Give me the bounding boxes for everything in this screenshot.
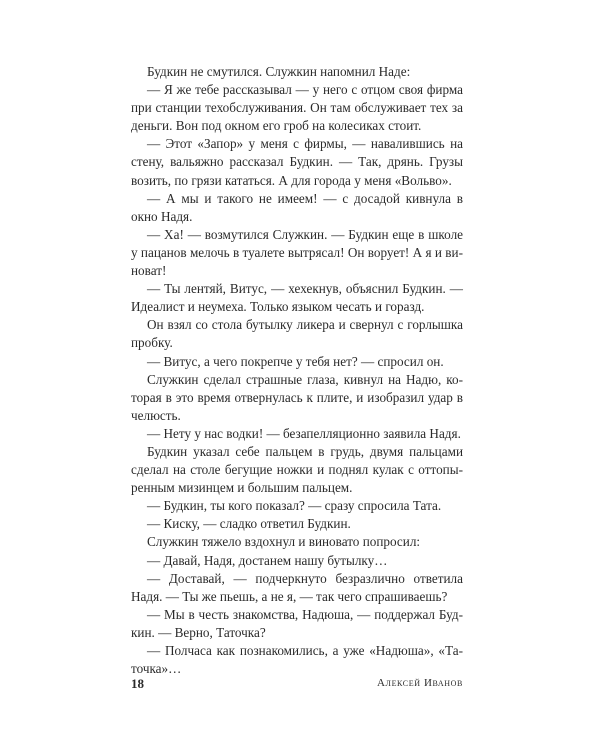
paragraph: — Я же тебе рассказывал — у него с отцом своя фирма при станции техобслуживания. Он там обслуживает тех за деньги. Вон под окном его гроб на колесиках стоит. (131, 82, 463, 134)
paragraph: Будкин не смутился. Служкин напомнил Наде: (147, 64, 411, 79)
paragraph: — Нету у нас водки! — безапелляционно заявила Надя. (147, 425, 461, 441)
paragraph: — Ха! — возмутился Служкин. — Будкин еще в школе у пацанов мелочь в туалете вытрясал! Он ворует! А я и виноват! (131, 226, 463, 279)
page-footer (131, 676, 463, 696)
paragraph: — Киску, — сладко ответил Будкин. (147, 516, 351, 532)
paragraph: — Полчаса как познакомились, а уже «Надюша», «Таточка»… (131, 643, 463, 677)
page-text (131, 63, 463, 678)
paragraph: Служкин тяжело вздохнул и виновато попросил: (147, 534, 421, 550)
paragraph: Он взял со стола бутылку ликера и свернул с горлышка пробку. (131, 317, 463, 351)
paragraph: — А мы и такого не имеем! — с досадой кивнула в окно Надя. (131, 190, 463, 224)
running-footer-author: Алексей Иванов (377, 677, 463, 689)
page-number: 18 (131, 676, 144, 691)
paragraph: — Ты лентяй, Витус, — хехекнув, объяснил Будкин. — Идеалист и неумеха. Только языком чесать и горазд. (131, 281, 463, 315)
paragraph: Служкин сделал страшные глаза, кивнул на Надю, которая в это время отвернулась к плите, и изобразил удар в челюсть. (131, 371, 463, 423)
paragraph: — Этот «Запор» у меня с фирмы, — навалившись на стену, вальяжно рассказал Будкин. — Так, дрянь. Грузы возить, по грязи кататься. А для города у меня «Вольво». (131, 136, 463, 188)
paragraph: — Мы в честь знакомства, Надюша, — поддержал Будкин. — Верно, Таточка? (131, 606, 463, 640)
paragraph: — Будкин, ты кого показал? — сразу спросила Тата. (147, 498, 442, 514)
paragraph: — Давай, Надя, достанем нашу бутылку… (147, 552, 388, 568)
paragraph: — Доставай, — подчеркнуто безразлично ответила Надя. — Ты же пьешь, а не я, — так чего спрашиваешь? (131, 570, 463, 604)
paragraph: — Витус, а чего покрепче у тебя нет? — спросил он. (147, 353, 444, 369)
paragraph: Будкин указал себе пальцем в грудь, двумя пальцами сделал на столе бегущие ножки и поднял кулак с оттопыренным мизинцем и большим пальцем. (131, 443, 463, 496)
